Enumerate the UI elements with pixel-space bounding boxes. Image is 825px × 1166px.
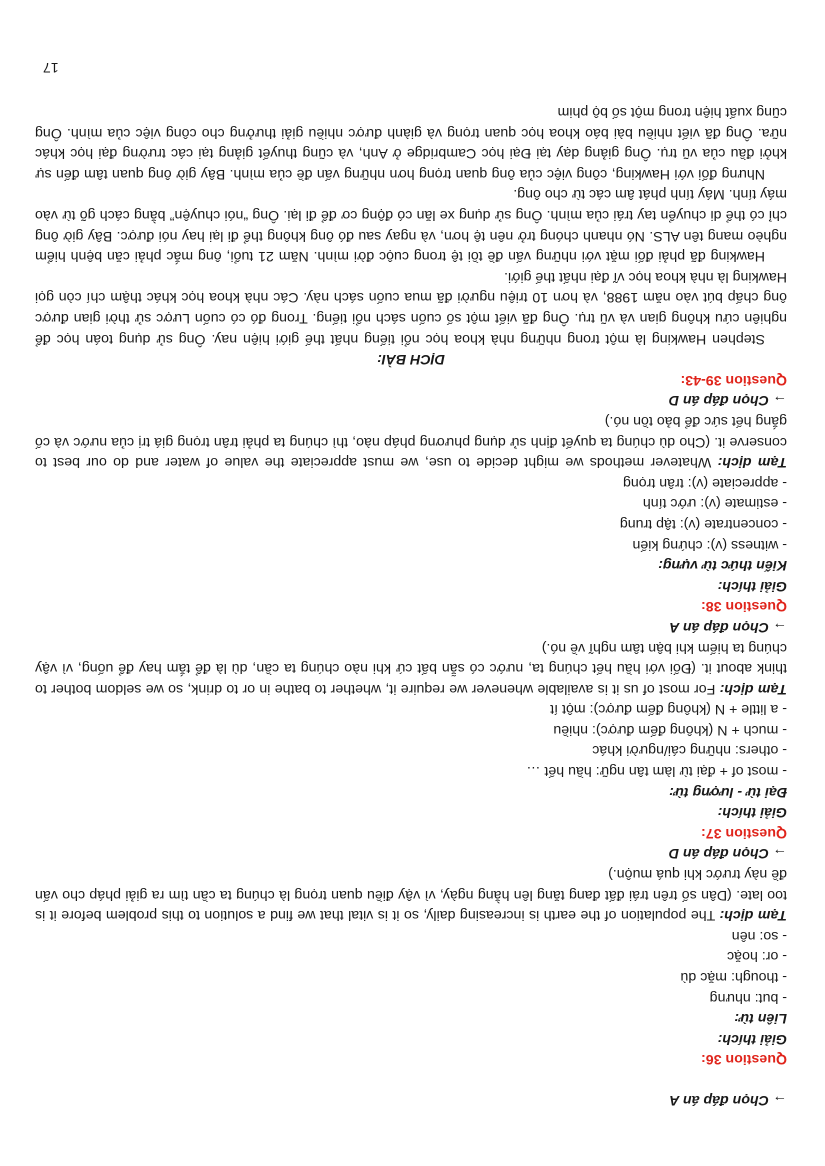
q37-heading: Question 37: — [701, 824, 787, 841]
q38-tam-dich — [35, 410, 787, 472]
q38-tam-dich-label: Tạm dịch: — [717, 454, 787, 471]
q37-answer: → Chọn đáp án A — [669, 618, 787, 635]
q36-topic: Liên từ: — [734, 1010, 787, 1027]
q37-item: - others: những cái/người khác — [592, 742, 787, 759]
q37-item: - much + N (không đếm được): nhiều — [553, 721, 787, 738]
q36-tam-dich-label: Tạm dịch: — [719, 907, 787, 924]
q36-item: - so: nên — [731, 927, 787, 944]
translation-paragraph: Stephen Hawking là một trong những nhà khoa học nổi tiếng nhất thế giới hiện nay. Ông sử dụng toán học để nghiên cứu không gian và vũ trụ. Ông đã viết một số cuốn sách nổi tiếng. Trong đó có cuốn Lược sử thời gian được ông chấp bút vào năm 1988, và hơn 10 triệu người đã mua cuốn sách này. Các nhà khoa học khác thậm chí còn gọi Hawking là nhà khoa học vĩ đại nhất thế giới. — [35, 268, 787, 347]
q38-item: - estimate (v): ước tính — [642, 495, 787, 512]
q39-43-heading: Question 39-43: — [680, 371, 787, 388]
q36-giai-thich: Giải thích: — [717, 1030, 787, 1047]
q36-item: - though: mặc dù — [680, 969, 787, 986]
page-number: 17 — [43, 60, 59, 76]
q37-tam-dich-text: For most of us it is available whenever we require it, whether to bathe in or to drink, so we seldom bother to think about it. (Đối với hầu hết chúng ta, nước có sẵn bất cứ khi nào chúng ta cần, dù là để tắm hay để uống, vì vậy chúng ta hiếm khi bận tâm nghĩ về nó.) — [35, 639, 787, 697]
q36-answer: → Chọn đáp án D — [668, 845, 787, 862]
q38-item: - appreciate (v): trân trọng — [622, 474, 787, 491]
q38-item: - concentrate (v): tập trung — [619, 515, 787, 532]
q36-tam-dich-text: The population of the earth is increasing daily, so it is vital that we find a solution to this problem before it is too late. (Dân số trên trái đất đang tăng lên hằng ngày, vì vậy điều quan trọng là chúng ta cần tìm ra giải pháp cho vấn đề này trước khi quá muộn.) — [35, 866, 787, 924]
q37-item: - a little + N (không đếm được): một ít — [550, 701, 787, 718]
q36-tam-dich — [35, 863, 787, 925]
q38-giai-thich: Giải thích: — [717, 577, 787, 594]
q38-heading: Question 38: — [701, 598, 787, 615]
q37-tam-dich — [35, 637, 787, 699]
q38-item: - witness (v): chứng kiến — [632, 536, 787, 553]
q38-topic: Kiến thức từ vựng: — [658, 557, 787, 574]
dich-bai-title: DỊCH BÀI: — [377, 351, 445, 368]
q36-item: - but: nhưng — [709, 989, 787, 1006]
q37-item: - most of + đại từ làm tân ngữ: hầu hết … — [526, 763, 787, 780]
q38-answer: → Chọn đáp án D — [668, 392, 787, 409]
q36-heading: Question 36: — [701, 1051, 787, 1068]
q37-topic: Đại từ - lượng từ: — [669, 783, 787, 800]
q35-answer: → Chọn đáp án A — [669, 1092, 787, 1108]
page-content — [35, 102, 787, 1111]
q37-giai-thich: Giải thích: — [717, 804, 787, 821]
q37-tam-dich-label: Tạm dịch: — [719, 680, 787, 697]
q38-tam-dich-text: Whatever methods we might decide to use, we must appreciate the value of water and do our best to conserve it. (Cho dù chúng ta quyết định sử dụng phương pháp nào, thì chúng ta phải trân trọng giá trị của nước và cố gắng hết sức để bảo tồn nó.) — [35, 413, 787, 471]
translation-paragraph: Nhưng đối với Hawking, công việc của ông quan trọng hơn những vấn đề của mình. Bây giờ ông quan tâm đến sự khởi đầu của vũ trụ. Ông giảng dạy tại Đại học Cambridge ở Anh, và cũng thuyết giảng tại các trường đại học khác nữa. Ông đã viết nhiều bài báo khoa học quan trọng và giành được nhiều giải thưởng cho công việc của mình. Ông cũng xuất hiện trong một số bộ phim — [35, 104, 787, 182]
q36-item: - or: hoặc — [727, 948, 787, 965]
translation-paragraph: Hawking đã phải đối mặt với những vấn đề tồi tệ trong cuộc đời mình. Năm 21 tuổi, ông mắc phải căn bệnh hiểm nghèo mang tên ALS. Nó nhanh chóng trở nên tệ hơn, và ngay sau đó ông không thể đi lại hay nói được. Bây giờ ông chỉ có thể di chuyển tay trái của mình. Ông sử dụng xe lăn có động cơ để đi lại. Ông “nói chuyện” bằng cách gõ từ vào máy tính. Máy tính phát âm các từ cho ông. — [35, 186, 787, 265]
